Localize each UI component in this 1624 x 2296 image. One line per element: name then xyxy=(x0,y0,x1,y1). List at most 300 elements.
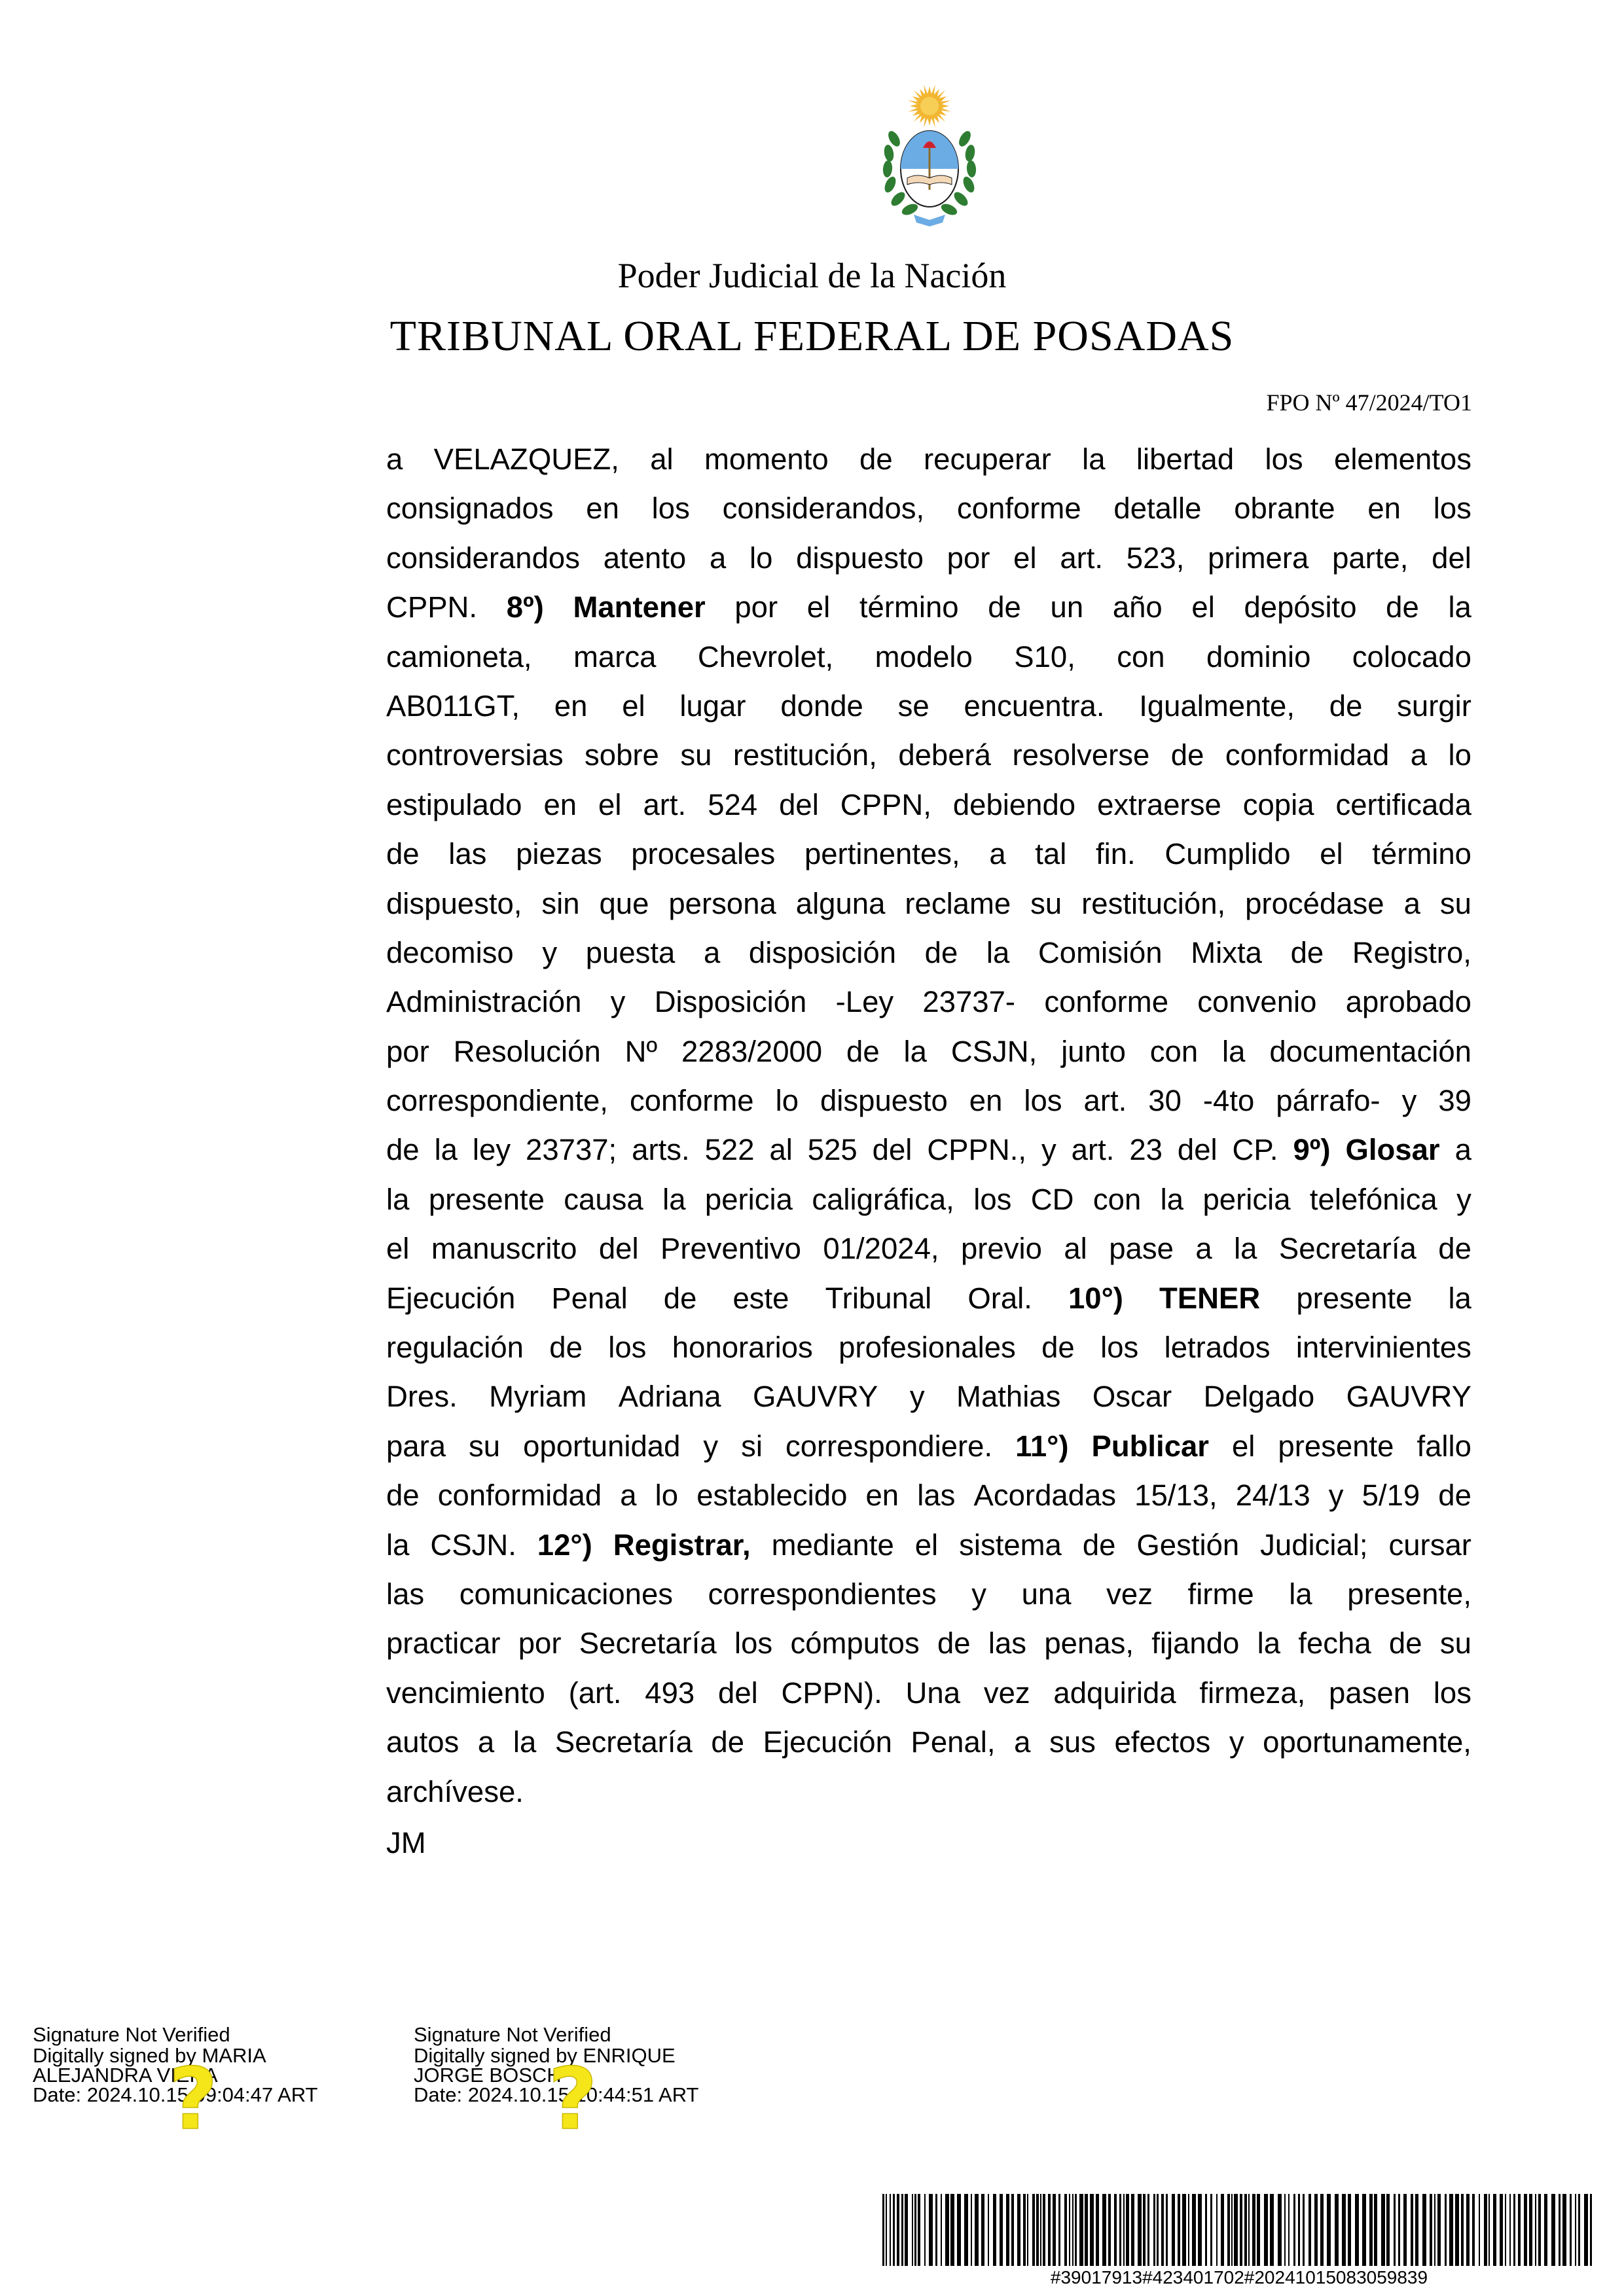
word: Una xyxy=(905,1676,961,1710)
barcode-bar xyxy=(1551,2194,1555,2266)
word: Gestión xyxy=(1136,1528,1240,1562)
word: (art. xyxy=(568,1676,622,1710)
word: Chevrolet, xyxy=(697,639,834,673)
word: el xyxy=(1320,837,1343,871)
barcode-bar xyxy=(1293,2194,1295,2266)
word: 525 xyxy=(807,1133,857,1167)
word: fecha xyxy=(1298,1626,1371,1660)
barcode-bar xyxy=(1138,2194,1142,2266)
text-line xyxy=(386,1125,1471,1174)
word: libertad xyxy=(1136,442,1235,476)
barcode-bar xyxy=(1048,2194,1051,2266)
word: fallo xyxy=(1416,1429,1471,1463)
text-line xyxy=(386,1224,1471,1273)
text-line xyxy=(386,1372,1471,1421)
barcode-bar xyxy=(1257,2194,1260,2266)
word: de xyxy=(1041,1331,1075,1365)
word: del xyxy=(779,787,819,821)
word: conforme xyxy=(629,1084,754,1118)
word: CSJN, xyxy=(950,1034,1038,1068)
word: 23737- xyxy=(922,985,1016,1019)
bold-word: 12°) xyxy=(537,1528,592,1562)
barcode-bar xyxy=(1362,2194,1366,2266)
coat-of-arms-icon xyxy=(877,80,982,234)
barcode-bar xyxy=(1381,2194,1385,2266)
word: presente xyxy=(1278,1429,1394,1463)
barcode-bar xyxy=(1578,2194,1580,2266)
barcode-bar xyxy=(1529,2194,1532,2266)
text-line xyxy=(386,1668,1471,1717)
text-line xyxy=(386,879,1471,928)
word: 30 xyxy=(1148,1084,1182,1118)
word: persona xyxy=(668,886,776,920)
barcode-bar xyxy=(950,2194,954,2266)
word: art. xyxy=(643,787,687,821)
word: Comisión xyxy=(1038,935,1163,969)
barcode-bar xyxy=(1298,2194,1300,2266)
word: Registro, xyxy=(1352,935,1471,969)
word: comunicaciones xyxy=(459,1577,674,1611)
word: un xyxy=(1050,590,1084,624)
barcode-bar xyxy=(1422,2194,1426,2266)
word: en xyxy=(969,1084,1003,1118)
word: Dres. xyxy=(386,1380,458,1414)
signature-status: Signature Not Verified xyxy=(33,2023,230,2046)
word: colocado xyxy=(1352,639,1471,673)
barcode-bar xyxy=(1036,2194,1039,2266)
word: marca xyxy=(573,639,657,673)
word: párrafo- xyxy=(1276,1084,1380,1118)
barcode-bar xyxy=(957,2194,961,2266)
word: de xyxy=(1170,738,1204,772)
word: parte, xyxy=(1332,541,1409,575)
word: Disposición xyxy=(654,985,807,1019)
word: lo xyxy=(749,541,773,575)
question-mark-icon xyxy=(164,2055,223,2140)
barcode-bar xyxy=(1227,2194,1230,2266)
barcode-bar xyxy=(1027,2194,1028,2266)
word: lo xyxy=(775,1084,799,1118)
barcode-bar xyxy=(988,2194,989,2266)
word: 524 xyxy=(708,787,758,821)
barcode-bar xyxy=(1123,2194,1125,2266)
barcode-bar xyxy=(1374,2194,1377,2266)
word: de xyxy=(1082,1528,1116,1562)
word: 522 xyxy=(704,1133,755,1167)
word: pertinentes, xyxy=(804,837,960,871)
word: con xyxy=(1092,1182,1142,1216)
word: autos xyxy=(386,1725,460,1759)
barcode-bar xyxy=(1590,2194,1592,2266)
word: la xyxy=(1289,1577,1312,1611)
word: su xyxy=(680,738,712,772)
word: para xyxy=(386,1429,446,1463)
barcode-bar xyxy=(1032,2194,1035,2266)
word: correspondientes xyxy=(708,1577,937,1611)
word: manuscrito xyxy=(431,1232,577,1266)
word: CPPN). xyxy=(781,1676,882,1710)
barcode-bar xyxy=(1064,2194,1067,2266)
word: estipulado xyxy=(386,787,522,821)
word: regulación xyxy=(386,1331,524,1365)
word: dispuesto, xyxy=(386,886,522,920)
word: oportunamente, xyxy=(1263,1725,1471,1759)
word: cursar xyxy=(1388,1528,1471,1562)
barcode-bar xyxy=(981,2194,984,2266)
barcode-bar xyxy=(1153,2194,1155,2266)
barcode-bar xyxy=(1493,2194,1496,2266)
barcode-bar xyxy=(893,2194,895,2266)
word: la xyxy=(1257,1626,1281,1660)
word: intervinientes xyxy=(1295,1331,1471,1365)
barcode-bar xyxy=(1157,2194,1159,2266)
barcode-bar xyxy=(1538,2194,1541,2266)
word: los xyxy=(734,1626,773,1660)
word: caligráfica, xyxy=(812,1182,954,1216)
word: Acordadas xyxy=(973,1479,1117,1513)
word: a xyxy=(989,837,1006,871)
word: el xyxy=(386,1232,410,1266)
word: controversias xyxy=(386,738,564,772)
bold-word: Publicar xyxy=(1091,1429,1210,1463)
text-line xyxy=(386,435,1471,484)
word: extraerse xyxy=(1097,787,1221,821)
word: encuentra. xyxy=(964,689,1105,723)
barcode-bar xyxy=(1085,2194,1088,2266)
word: de xyxy=(549,1331,583,1365)
barcode-bar xyxy=(1314,2194,1318,2266)
word: el xyxy=(1013,541,1037,575)
word: Myriam xyxy=(489,1380,587,1414)
word: con xyxy=(1117,639,1165,673)
word: sobre xyxy=(585,738,659,772)
word: pericia xyxy=(704,1182,793,1216)
word: previo xyxy=(960,1232,1042,1266)
barcode xyxy=(882,2194,1596,2266)
text-line xyxy=(386,1274,1471,1323)
word: en xyxy=(543,787,577,821)
barcode-bar xyxy=(1513,2194,1515,2266)
word: CPPN. xyxy=(386,590,478,624)
word: lo xyxy=(1448,738,1471,772)
word: convenio xyxy=(1197,985,1317,1019)
barcode-bar xyxy=(1535,2194,1536,2266)
word: Mathias xyxy=(956,1380,1061,1414)
word: dispuesto xyxy=(796,541,924,575)
word: la xyxy=(513,1725,537,1759)
word: por xyxy=(386,1034,429,1068)
text-line xyxy=(386,583,1471,632)
word: Secretaría xyxy=(554,1725,693,1759)
barcode-bar xyxy=(1240,2194,1242,2266)
word: 523, xyxy=(1126,541,1185,575)
resolution-body xyxy=(386,435,1471,1816)
word: Adriana xyxy=(618,1380,721,1414)
word: pericia xyxy=(1202,1182,1291,1216)
text-line xyxy=(386,928,1471,977)
barcode-bar xyxy=(1348,2194,1351,2266)
signature-signer: Digitally signed by ENRIQUE xyxy=(414,2044,676,2067)
signature-signer-name: ALEJANDRA VIERA xyxy=(33,2064,218,2087)
barcode-bar xyxy=(1509,2194,1511,2266)
word: Oscar xyxy=(1092,1380,1172,1414)
word: vencimiento xyxy=(386,1676,545,1710)
barcode-bar xyxy=(964,2194,968,2266)
bold-word: 11°) xyxy=(1015,1429,1069,1463)
barcode-bar xyxy=(1303,2194,1305,2266)
barcode-bar xyxy=(1445,2194,1447,2266)
barcode-bar xyxy=(1096,2194,1099,2266)
word: 493 xyxy=(645,1676,695,1710)
barcode-bar xyxy=(941,2194,942,2266)
word: y xyxy=(1456,1182,1471,1216)
word: documentación xyxy=(1269,1034,1471,1068)
word: de xyxy=(859,442,893,476)
barcode-bar xyxy=(1524,2194,1527,2266)
barcode-bar xyxy=(993,2194,996,2266)
word: -4to xyxy=(1202,1084,1255,1118)
word: pase xyxy=(1109,1232,1174,1266)
signature-signer: Digitally signed by MARIA xyxy=(33,2044,266,2067)
signature-signer-name: JORGE BOSCH xyxy=(414,2064,562,2087)
barcode-bar xyxy=(1143,2194,1146,2266)
word: los xyxy=(1433,492,1471,526)
word: en xyxy=(1367,492,1401,526)
barcode-bar xyxy=(1188,2194,1189,2266)
bold-word: Glosar xyxy=(1345,1133,1440,1167)
word: deberá xyxy=(898,738,991,772)
word: a xyxy=(1410,738,1428,772)
word: fin. xyxy=(1096,837,1136,871)
barcode-bar xyxy=(1000,2194,1003,2266)
text-line xyxy=(386,1520,1471,1570)
word: Penal, xyxy=(911,1725,996,1759)
barcode-bar xyxy=(890,2194,891,2266)
text-line xyxy=(386,1422,1471,1471)
text-line xyxy=(386,533,1471,583)
word: primera xyxy=(1208,541,1309,575)
word: arts. xyxy=(632,1133,690,1167)
text-line xyxy=(386,1619,1471,1668)
word: Ejecución xyxy=(763,1725,892,1759)
word: de xyxy=(937,1626,971,1660)
barcode-bar xyxy=(1430,2194,1432,2266)
word: del xyxy=(598,1232,639,1266)
barcode-bar xyxy=(1369,2194,1373,2266)
word: de xyxy=(1388,1626,1422,1660)
barcode-bar xyxy=(1210,2194,1212,2266)
word: a xyxy=(1454,1133,1471,1167)
text-line xyxy=(386,1570,1471,1619)
word: 23 xyxy=(1129,1133,1163,1167)
word: del xyxy=(1432,541,1471,575)
word: Administración xyxy=(386,985,582,1019)
word: considerandos, xyxy=(722,492,925,526)
word: penas, xyxy=(1044,1626,1134,1660)
word: dispuesto xyxy=(820,1084,948,1118)
word: de xyxy=(1329,689,1363,723)
barcode-bar xyxy=(1072,2194,1074,2266)
word: firmeza, xyxy=(1199,1676,1306,1710)
barcode-bar xyxy=(971,2194,972,2266)
word: de xyxy=(988,590,1021,624)
barcode-bar xyxy=(1147,2194,1149,2266)
word: dominio xyxy=(1206,639,1311,673)
word: de xyxy=(1438,1232,1471,1266)
word: establecido xyxy=(696,1479,848,1513)
word: camioneta, xyxy=(386,639,532,673)
barcode-bar xyxy=(1248,2194,1250,2266)
word: vez xyxy=(1106,1577,1153,1611)
barcode-bar xyxy=(935,2194,937,2266)
word: los xyxy=(973,1182,1012,1216)
word: momento xyxy=(704,442,829,476)
barcode-bar xyxy=(1518,2194,1521,2266)
word: procesales xyxy=(631,837,776,871)
word: GAUVRY xyxy=(753,1380,878,1414)
word: ley xyxy=(472,1133,511,1167)
barcode-bar xyxy=(1308,2194,1311,2266)
word: del xyxy=(872,1133,912,1167)
word: procédase xyxy=(1245,886,1384,920)
barcode-bar xyxy=(1079,2194,1083,2266)
word: obrante xyxy=(1234,492,1335,526)
word: por xyxy=(947,541,990,575)
barcode-bar xyxy=(1069,2194,1070,2266)
barcode-bar xyxy=(1011,2194,1014,2266)
word: la xyxy=(386,1182,410,1216)
word: certificada xyxy=(1335,787,1471,821)
word: Igualmente, xyxy=(1139,689,1295,723)
barcode-bar xyxy=(1114,2194,1117,2266)
barcode-bar xyxy=(1053,2194,1056,2266)
word: piezas xyxy=(516,837,602,871)
barcode-bar xyxy=(1505,2194,1506,2266)
word: y xyxy=(1041,1133,1056,1167)
word: los xyxy=(608,1331,647,1365)
barcode-bar xyxy=(1264,2194,1268,2266)
word: la xyxy=(434,1133,458,1167)
word: recuperar xyxy=(924,442,1051,476)
barcode-bar xyxy=(945,2194,949,2266)
word: 23737; xyxy=(526,1133,617,1167)
word: a xyxy=(386,442,403,476)
word: GAUVRY xyxy=(1346,1380,1471,1414)
barcode-bar xyxy=(1544,2194,1547,2266)
word: la xyxy=(986,935,1010,969)
word: reclame xyxy=(905,886,1011,920)
barcode-bar xyxy=(1234,2194,1238,2266)
barcode-bar xyxy=(1278,2194,1282,2266)
text-line xyxy=(386,484,1471,533)
barcode-bar xyxy=(1355,2194,1359,2266)
word: a xyxy=(1195,1232,1212,1266)
word: con xyxy=(1149,1034,1199,1068)
word: los xyxy=(651,492,690,526)
word: AB011GT, xyxy=(386,689,520,723)
barcode-bar xyxy=(1182,2194,1186,2266)
word: modelo xyxy=(875,639,973,673)
word: telefónica xyxy=(1309,1182,1437,1216)
word: de xyxy=(1386,590,1419,624)
word: en xyxy=(554,689,588,723)
word: practicar xyxy=(386,1626,501,1660)
word: los xyxy=(1100,1331,1139,1365)
barcode-bar xyxy=(1040,2194,1041,2266)
word: la xyxy=(1082,442,1106,476)
word: a xyxy=(1014,1725,1031,1759)
word: de xyxy=(663,1281,697,1315)
barcode-bar xyxy=(1172,2194,1175,2266)
barcode-bar xyxy=(1403,2194,1407,2266)
organization-name: Poder Judicial de la Nación xyxy=(617,256,1007,295)
word: este xyxy=(732,1281,789,1315)
word: sus xyxy=(1049,1725,1096,1759)
word: considerandos xyxy=(386,541,580,575)
barcode-bar xyxy=(1327,2194,1331,2266)
word: presente xyxy=(428,1182,545,1216)
barcode-bar xyxy=(1221,2194,1224,2266)
barcode-bar xyxy=(1575,2194,1576,2266)
barcode-bar xyxy=(975,2194,979,2266)
word: donde xyxy=(780,689,863,723)
word: de xyxy=(386,1479,420,1513)
text-line xyxy=(386,977,1471,1026)
bold-word: Registrar, xyxy=(613,1528,751,1562)
word: la xyxy=(1234,1232,1257,1266)
barcode-bar xyxy=(1192,2194,1196,2266)
word: decomiso xyxy=(386,935,514,969)
word: la xyxy=(662,1182,686,1216)
word: al xyxy=(1064,1232,1087,1266)
word: el xyxy=(806,590,831,624)
barcode-bar xyxy=(1205,2194,1207,2266)
barcode-bar xyxy=(914,2194,916,2266)
word: la xyxy=(1160,1182,1184,1216)
bold-word: 9º) xyxy=(1293,1133,1331,1167)
barcode-bar xyxy=(1252,2194,1255,2266)
word: de xyxy=(846,1034,880,1068)
word: atento xyxy=(603,541,687,575)
word: consignados xyxy=(386,492,554,526)
barcode-bar xyxy=(1386,2194,1390,2266)
barcode-bar xyxy=(1244,2194,1247,2266)
word: copia xyxy=(1242,787,1314,821)
barcode-bar xyxy=(1559,2194,1561,2266)
word: lugar xyxy=(679,689,746,723)
word: cómputos xyxy=(790,1626,920,1660)
word: su xyxy=(1439,886,1471,920)
word: VELAZQUEZ, xyxy=(433,442,619,476)
author-initials: JM xyxy=(386,1826,426,1859)
word: a xyxy=(709,541,727,575)
word: a xyxy=(703,935,721,969)
barcode-bar xyxy=(1342,2194,1346,2266)
word: detalle xyxy=(1113,492,1202,526)
barcode-bar xyxy=(929,2194,933,2266)
word: las xyxy=(988,1626,1027,1660)
word: CSJN. xyxy=(430,1528,516,1562)
word: causa xyxy=(564,1182,643,1216)
word: y xyxy=(703,1429,719,1463)
word: por xyxy=(518,1626,562,1660)
bold-word: Mantener xyxy=(573,590,706,624)
text-line xyxy=(386,632,1471,681)
word: 15/13, xyxy=(1134,1479,1218,1513)
word: presente, xyxy=(1347,1577,1471,1611)
word: sin xyxy=(541,886,580,920)
barcode-bar xyxy=(1198,2194,1202,2266)
